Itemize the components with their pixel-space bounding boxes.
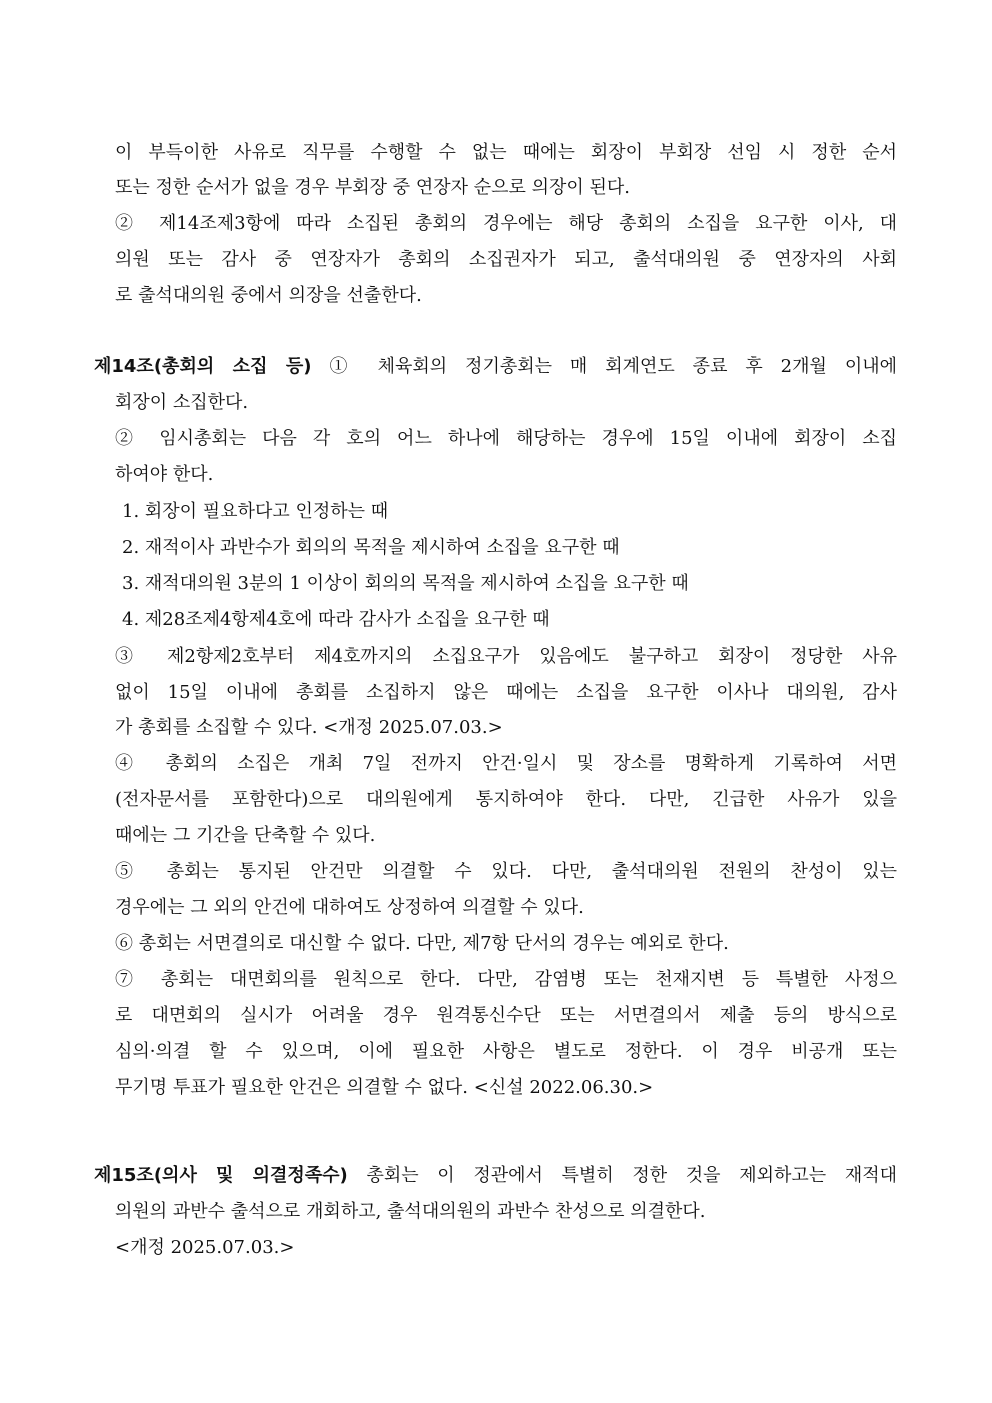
article-14-line: (전자문서를 포함한다)으로 대의원에게 통지하여야 한다. 다만, 긴급한 사유가 있을	[115, 789, 897, 810]
article-14-line: 로 대면회의 실시가 어려울 경우 원격통신수단 또는 서면결의서 제출 등의 방식으로	[115, 1005, 897, 1026]
article-15-line: <개정 2025.07.03.>	[115, 1237, 295, 1258]
article-14-heading: 제14조(총회의 소집 등)	[94, 356, 312, 377]
article-14-line: 없이 15일 이내에 총회를 소집하지 않은 때에는 소집을 요구한 이사나 대의원, 감사	[115, 682, 897, 703]
article-14-line: 가 총회를 소집할 수 있다. <개정 2025.07.03.>	[115, 717, 503, 738]
article-14-line: ④ 총회의 소집은 개최 7일 전까지 안건·일시 및 장소를 명확하게 기록하여 서면	[115, 753, 897, 774]
list-item: 1. 회장이 필요하다고 인정하는 때	[122, 501, 389, 522]
intro-line: 또는 정한 순서가 없을 경우 부회장 중 연장자 순으로 의장이 된다.	[115, 177, 631, 198]
intro-line: 의원 또는 감사 중 연장자가 총회의 소집권자가 되고, 출석대의원 중 연장자의 사회	[115, 249, 897, 270]
list-item: 3. 재적대의원 3분의 1 이상이 회의의 목적을 제시하여 소집을 요구한 때	[122, 573, 689, 594]
intro-line: 로 출석대의원 중에서 의장을 선출한다.	[115, 285, 422, 306]
article-14-line: ⑤ 총회는 통지된 안건만 의결할 수 있다. 다만, 출석대의원 전원의 찬성이 있는	[115, 861, 897, 882]
article-14-line: ③ 제2항제2호부터 제4호까지의 소집요구가 있음에도 불구하고 회장이 정당한 사유	[115, 646, 897, 667]
list-item: 4. 제28조제4항제4호에 따라 감사가 소집을 요구한 때	[122, 609, 550, 630]
list-item: 2. 재적이사 과반수가 회의의 목적을 제시하여 소집을 요구한 때	[122, 537, 620, 558]
article-14-line: 하여야 한다.	[115, 464, 214, 485]
article-15-first-line-text: 총회는 이 정관에서 특별히 정한 것을 제외하고는 재적대	[366, 1165, 897, 1186]
article-15-line: 의원의 과반수 출석으로 개회하고, 출석대의원의 과반수 찬성으로 의결한다.	[115, 1201, 706, 1222]
article-15-first-line	[94, 1161, 897, 1191]
article-14-line: 회장이 소집한다.	[115, 392, 249, 413]
article-14-line: ⑥ 총회는 서면결의로 대신할 수 없다. 다만, 제7항 단서의 경우는 예외로 한다.	[115, 933, 729, 954]
article-14-first-line	[94, 352, 897, 382]
article-14-line: ② 임시총회는 다음 각 호의 어느 하나에 해당하는 경우에 15일 이내에 회장이 소집	[115, 428, 897, 449]
intro-line: ② 제14조제3항에 따라 소집된 총회의 경우에는 해당 총회의 소집을 요구한 이사, 대	[115, 213, 897, 234]
article-14-line: 경우에는 그 외의 안건에 대하여도 상정하여 의결할 수 있다.	[115, 897, 584, 918]
article-14-line: 때에는 그 기간을 단축할 수 있다.	[115, 825, 376, 846]
article-15-heading: 제15조(의사 및 의결정족수)	[94, 1165, 348, 1186]
article-14-first-line-text: ① 체육회의 정기총회는 매 회계연도 종료 후 2개월 이내에	[329, 356, 897, 377]
article-14-line: 심의·의결 할 수 있으며, 이에 필요한 사항은 별도로 정한다. 이 경우 비공개 또는	[115, 1041, 897, 1062]
intro-line: 이 부득이한 사유로 직무를 수행할 수 없는 때에는 회장이 부회장 선임 시 정한 순서	[115, 142, 897, 163]
article-14-line: 무기명 투표가 필요한 안건은 의결할 수 없다. <신설 2022.06.30.>	[115, 1077, 654, 1098]
article-14-line: ⑦ 총회는 대면회의를 원칙으로 한다. 다만, 감염병 또는 천재지변 등 특별한 사정으	[115, 969, 897, 990]
